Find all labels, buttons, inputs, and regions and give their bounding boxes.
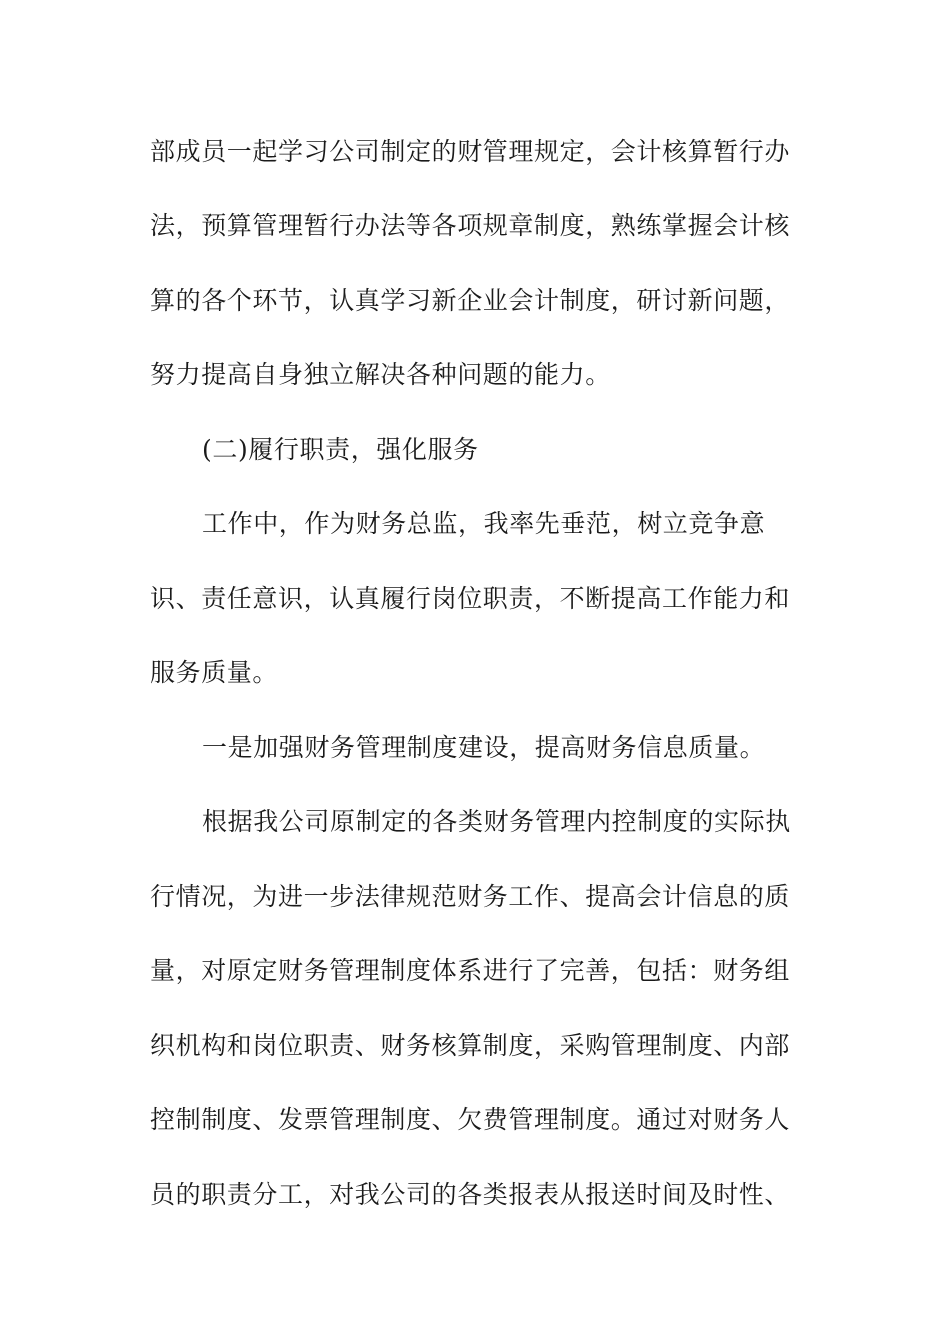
text-line: 努力提高自身独立解决各种问题的能力。 <box>150 360 611 389</box>
text-line: 员的职责分工，对我公司的各类报表从报送时间及时性、 <box>150 1180 791 1209</box>
text-line: 控制制度、发票管理制度、欠费管理制度。通过对财务人 <box>150 1105 791 1134</box>
text-line: 法，预算管理暂行办法等各项规章制度，熟练掌握会计核 <box>150 211 791 240</box>
text-line: 量，对原定财务管理制度体系进行了完善，包括：财务组 <box>150 956 791 985</box>
section-heading: (二)履行职责，强化服务 <box>202 435 479 464</box>
text-line: 一是加强财务管理制度建设，提高财务信息质量。 <box>202 733 766 762</box>
text-line: 服务质量。 <box>150 658 279 687</box>
text-line: 识、责任意识，认真履行岗位职责，不断提高工作能力和 <box>150 584 791 613</box>
text-line: 织机构和岗位职责、财务核算制度，采购管理制度、内部 <box>150 1031 791 1060</box>
text-line: 算的各个环节，认真学习新企业会计制度，研讨新问题， <box>150 286 791 315</box>
text-line: 工作中，作为财务总监，我率先垂范，树立竞争意 <box>202 509 766 538</box>
text-line: 行情况，为进一步法律规范财务工作、提高会计信息的质 <box>150 882 791 911</box>
text-line: 根据我公司原制定的各类财务管理内控制度的实际执 <box>202 807 791 836</box>
text-line: 部成员一起学习公司制定的财管理规定，会计核算暂行办 <box>150 137 791 166</box>
